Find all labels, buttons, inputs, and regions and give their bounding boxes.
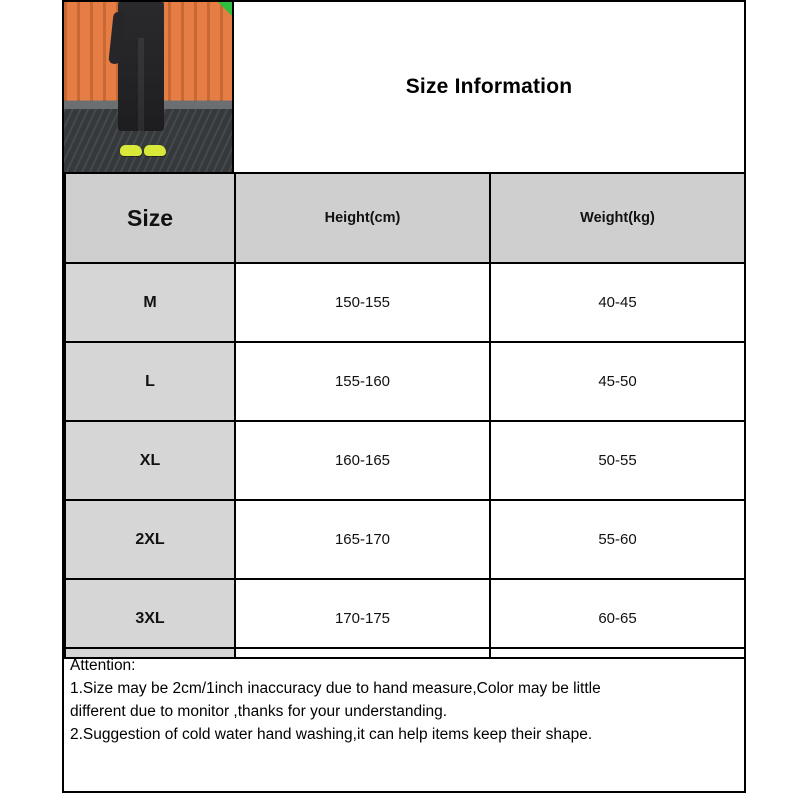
attention-line-3: 2.Suggestion of cold water hand washing,it can help items keep their shape.	[70, 725, 593, 743]
size-table	[64, 172, 746, 659]
cell-size: 2XL	[65, 500, 235, 579]
cell-weight: 40-45	[490, 263, 745, 342]
cell-height: 165-170	[235, 500, 490, 579]
title-cell	[234, 2, 744, 172]
product-photo	[64, 2, 234, 172]
cell-height: 170-175	[235, 579, 490, 658]
cell-weight: 45-50	[490, 342, 745, 421]
cell-size: XL	[65, 421, 235, 500]
page-title: Size Information	[405, 75, 573, 98]
column-header-weight: Weight(kg)	[490, 173, 745, 263]
cell-size: L	[65, 342, 235, 421]
photo-model-figure	[118, 2, 164, 131]
attention-note	[64, 647, 744, 791]
cell-height: 150-155	[235, 263, 490, 342]
header-band	[64, 2, 744, 172]
table-row	[65, 421, 745, 500]
column-header-height: Height(cm)	[235, 173, 490, 263]
table-row	[65, 342, 745, 421]
cell-weight: 60-65	[490, 579, 745, 658]
column-header-size: Size	[65, 173, 235, 263]
attention-heading: Attention:	[70, 657, 136, 674]
attention-line-1: 1.Size may be 2cm/1inch inaccuracy due to hand measure,Color may be little	[70, 679, 601, 697]
cell-size: 3XL	[65, 579, 235, 658]
attention-line-2: different due to monitor ,thanks for your understanding.	[70, 702, 448, 720]
cell-size: M	[65, 263, 235, 342]
size-chart-frame	[62, 0, 746, 793]
table-row	[65, 263, 745, 342]
cell-weight: 55-60	[490, 500, 745, 579]
cell-height: 160-165	[235, 421, 490, 500]
cell-weight: 50-55	[490, 421, 745, 500]
table-row	[65, 500, 745, 579]
table-header-row	[65, 173, 745, 263]
cell-height: 155-160	[235, 342, 490, 421]
corner-badge-icon	[218, 2, 232, 16]
photo-shoe-right	[144, 145, 166, 156]
photo-shoe-left	[120, 145, 142, 156]
